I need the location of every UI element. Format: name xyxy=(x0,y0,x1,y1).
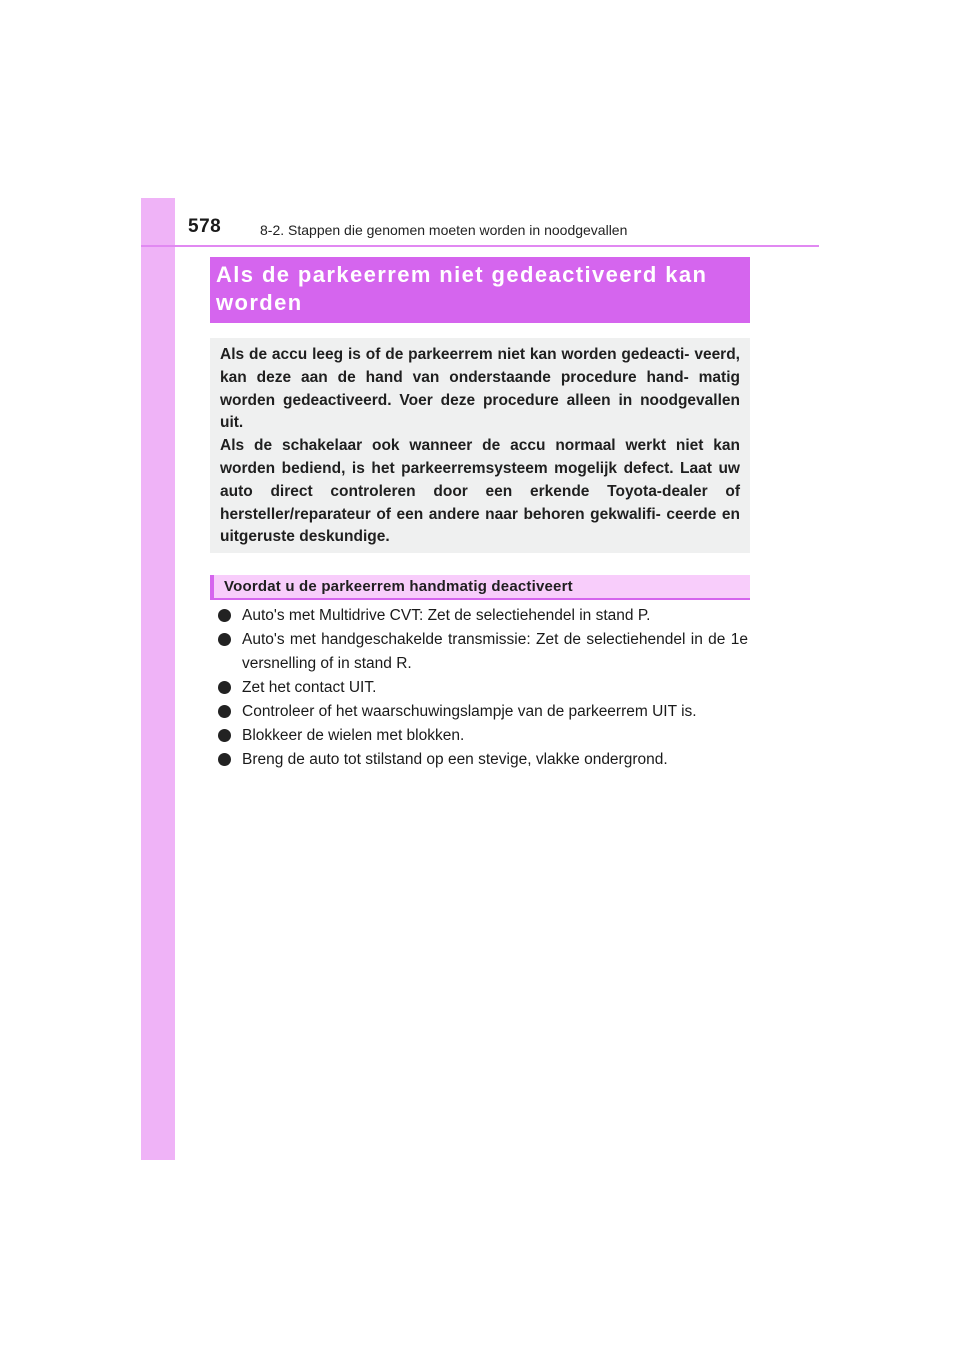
intro-box xyxy=(210,338,750,553)
list-item xyxy=(218,724,748,748)
list-item xyxy=(218,604,748,628)
list-item-text: Controleer of het waarschuwingslampje van de parkeerrem UIT is. xyxy=(242,702,697,720)
list-item xyxy=(218,628,748,675)
side-tab-strip xyxy=(141,198,175,1160)
title-band xyxy=(210,257,750,323)
bullet-icon xyxy=(218,753,231,766)
bullet-icon xyxy=(218,609,231,622)
list-item xyxy=(218,748,748,772)
intro-paragraph-1: Als de accu leeg is of de parkeerrem niet kan worden gedeacti- veerd, kan deze aan de hand van onderstaande procedure hand- matig worden gedeactiveerd. Voer deze procedure alleen in noodgevallen uit. xyxy=(220,346,740,432)
list-item-text: Blokkeer de wielen met blokken. xyxy=(242,726,465,744)
list-item xyxy=(218,700,748,724)
subheading: Voordat u de parkeerrem handmatig deactiveert xyxy=(224,578,573,595)
intro-paragraph-2: Als de schakelaar ook wanneer de accu normaal werkt niet kan worden bediend, is het parkeerremsysteem mogelijk defect. Laat uw auto direct controleren door een erkende Toyota-dealer of hersteller/reparateur of een andere naar behoren gekwalifi- ceerde en uitgeruste deskundige. xyxy=(220,437,740,546)
list-item-text: Breng de auto tot stilstand op een stevige, vlakke ondergrond. xyxy=(242,750,668,768)
list-item-text: Auto's met handgeschakelde transmissie: Zet de selectiehendel in de 1e versnelling of in stand R. xyxy=(242,631,748,672)
instruction-list xyxy=(218,604,748,772)
page-title-line-2: worden xyxy=(216,290,303,315)
list-item-text: Auto's met Multidrive CVT: Zet de selectiehendel in stand P. xyxy=(242,607,651,624)
header-divider xyxy=(141,245,819,247)
subheading-band xyxy=(210,575,750,600)
page-title-line-1: Als de parkeerrem niet gedeactiveerd kan xyxy=(216,262,708,287)
list-item xyxy=(218,676,748,700)
list-item-text: Zet het contact UIT. xyxy=(242,678,377,696)
bullet-icon xyxy=(218,729,231,742)
page-number: 578 xyxy=(188,216,222,237)
bullet-icon xyxy=(218,633,231,646)
bullet-icon xyxy=(218,705,231,718)
section-heading: 8-2. Stappen die genomen moeten worden in noodgevallen xyxy=(260,222,628,238)
bullet-icon xyxy=(218,681,231,694)
